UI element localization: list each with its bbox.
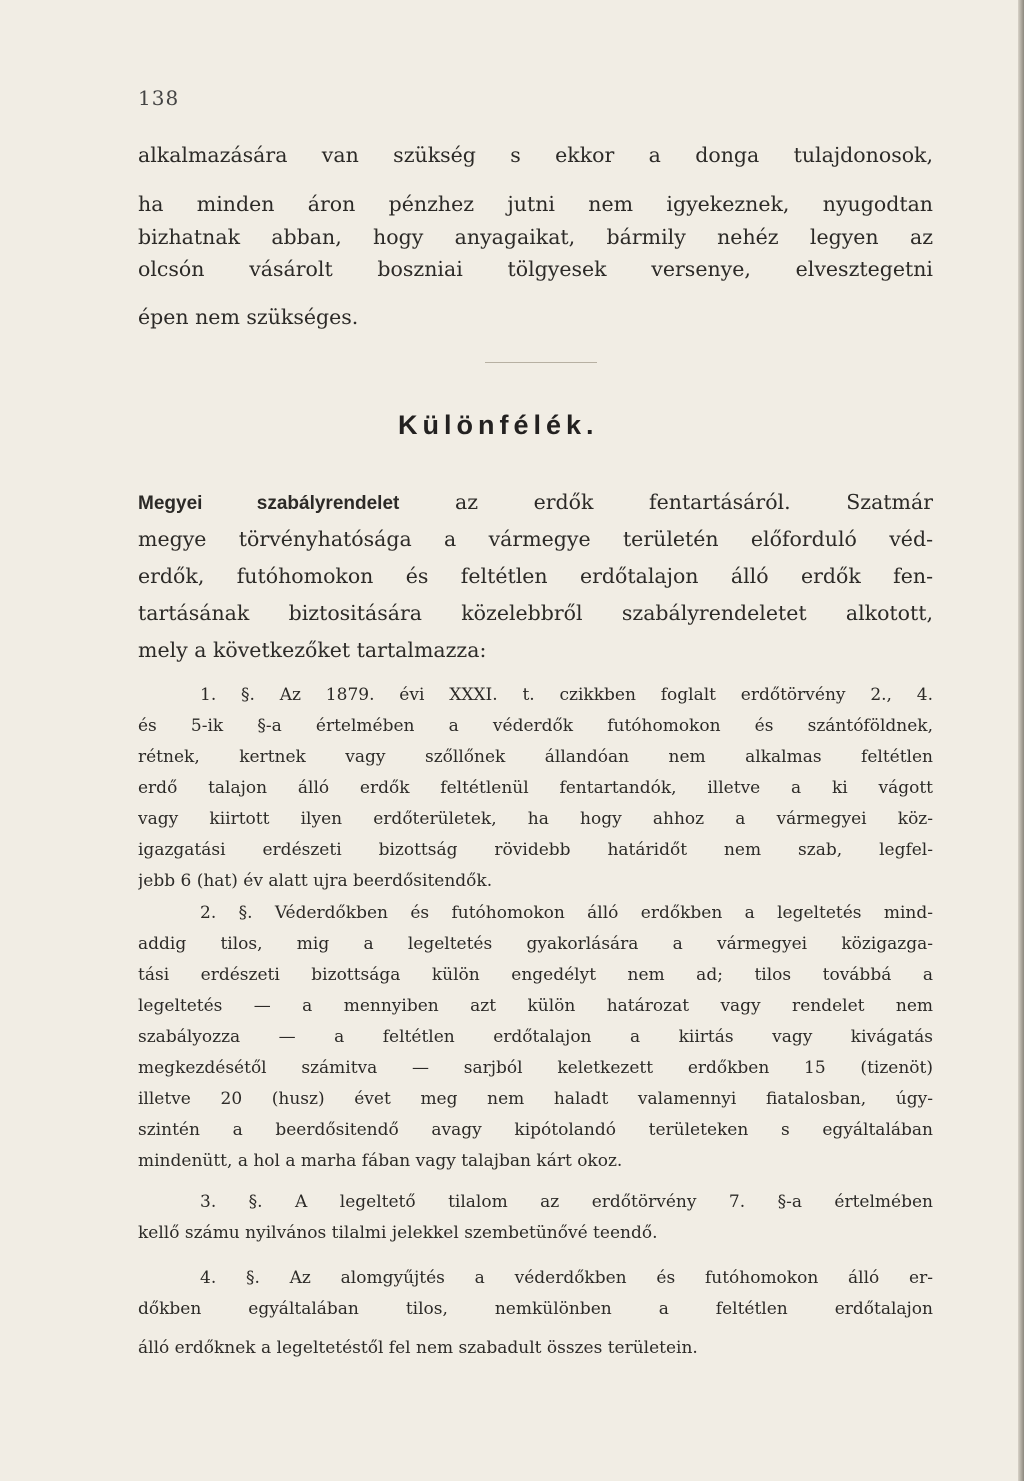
section-title: Különfélék. (398, 410, 599, 440)
section-2-line: szintén a beerdősitendő avagy kipótolandó területeken s egyáltalában (138, 1120, 933, 1140)
section-1-line: igazgatási erdészeti bizottság rövidebb határidőt nem szab, legfel- (138, 840, 933, 860)
article-lead-line (138, 487, 933, 517)
article-lead-bold: Megyei szabályrendelet (138, 493, 400, 514)
section-2-line: 2. §. Véderdőkben és futóhomokon álló erdőkben a legeltetés mind- (200, 903, 933, 923)
section-1-line: vagy kiirtott ilyen erdőterületek, ha hogy ahhoz a vármegyei köz- (138, 809, 933, 829)
section-1-line: jebb 6 (hat) év alatt ujra beerdősitendők. (138, 871, 493, 891)
page-number: 138 (138, 86, 180, 110)
article-line: megye törvényhatósága a vármegye területén előforduló véd- (138, 527, 933, 551)
section-3-line: kellő számu nyilvános tilalmi jelekkel szembetünővé teendő. (138, 1223, 658, 1243)
intro-line: bizhatnak abban, hogy anyagaikat, bármily nehéz legyen az (138, 225, 933, 249)
intro-line: olcsón vásárolt boszniai tölgyesek versenye, elvesztegetni (138, 257, 933, 281)
article-line: mely a következőket tartalmazza: (138, 638, 487, 662)
section-2-line: illetve 20 (husz) évet meg nem haladt valamennyi fiatalosban, úgy- (138, 1089, 933, 1109)
section-3-line: 3. §. A legeltető tilalom az erdőtörvény 7. §-a értelmében (200, 1192, 933, 1212)
article-line: tartásának biztositására közelebbről szabályrendeletet alkotott, (138, 601, 933, 625)
divider-rule (485, 362, 597, 363)
section-1-line: rétnek, kertnek vagy szőllőnek állandóan nem alkalmas feltétlen (138, 747, 933, 767)
section-1-line: erdő talajon álló erdők feltétlenül fentartandók, illetve a ki vágott (138, 778, 933, 798)
section-2-line: legeltetés — a mennyiben azt külön határozat vagy rendelet nem (138, 996, 933, 1016)
section-4-line: 4. §. Az alomgyűjtés a véderdőkben és futóhomokon álló er- (200, 1268, 933, 1288)
section-2-line: szabályozza — a feltétlen erdőtalajon a kiirtás vagy kivágatás (138, 1027, 933, 1047)
page-edge-shadow (1018, 0, 1024, 1481)
intro-line: ha minden áron pénzhez jutni nem igyekeznek, nyugodtan (138, 192, 933, 216)
intro-line: épen nem szükséges. (138, 305, 359, 329)
section-2-line: megkezdésétől számitva — sarjból keletkezett erdőkben 15 (tizenöt) (138, 1058, 933, 1078)
section-1-line: és 5-ik §-a értelmében a véderdők futóhomokon és szántóföldnek, (138, 716, 933, 736)
section-2-line: addig tilos, mig a legeltetés gyakorlására a vármegyei közigazga- (138, 934, 933, 954)
section-2-line: mindenütt, a hol a marha fában vagy talajban kárt okoz. (138, 1151, 623, 1171)
section-1-line: 1. §. Az 1879. évi XXXI. t. czikkben foglalt erdőtörvény 2., 4. (200, 685, 933, 705)
section-2-line: tási erdészeti bizottsága külön engedélyt nem ad; tilos továbbá a (138, 965, 933, 985)
article-lead-rest: az erdők fentartásáról. Szatmár (399, 490, 933, 514)
section-4-line: dőkben egyáltalában tilos, nemkülönben a feltétlen erdőtalajon (138, 1299, 933, 1319)
section-4-line: álló erdőknek a legeltetéstől fel nem szabadult összes területein. (138, 1338, 698, 1358)
intro-line: alkalmazására van szükség s ekkor a donga tulajdonosok, (138, 143, 933, 167)
article-line: erdők, futóhomokon és feltétlen erdőtalajon álló erdők fen- (138, 564, 933, 588)
